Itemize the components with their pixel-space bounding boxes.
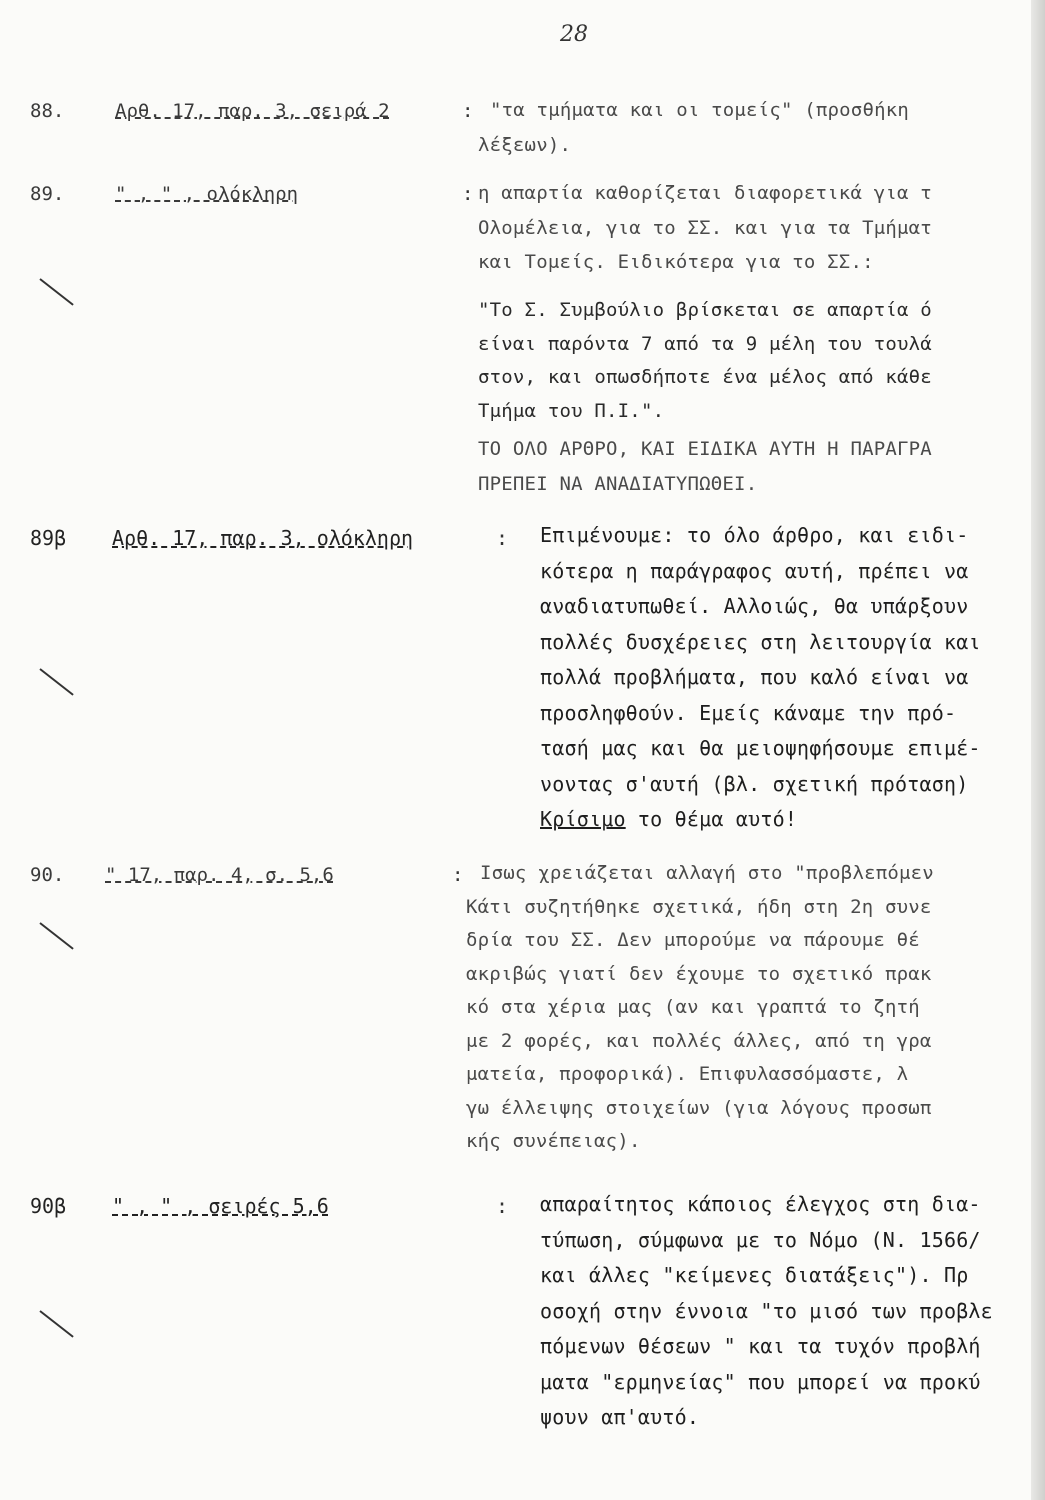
text-line: Επιμένουμε: το όλο άρθρο, και ειδι-	[540, 523, 969, 547]
margin-check-mark	[39, 1310, 73, 1337]
text-line: ΤΟ ΟΛΟ ΑΡΘΡΟ, ΚΑΙ ΕΙΔΙΚΑ ΑΥΤΗ Η ΠΑΡΑΓΡΑ	[478, 438, 932, 460]
text-line: με 2 φορές, και πολλές άλλες, από τη γρα	[466, 1029, 932, 1052]
text-line: οσοχή στην έννοια "το μισό των προβλε	[540, 1298, 993, 1323]
text-line: είναι παρόντα 7 από τα 9 μέλη του τουλά	[478, 332, 932, 355]
separator-colon: :	[462, 100, 474, 122]
text-line: τύπωση, σύμφωνα με το Νόμο (Ν. 1566/	[540, 1227, 981, 1252]
quoted-text	[478, 294, 932, 428]
entry-number: 90β	[30, 1194, 67, 1218]
text-line: γω έλλειψης στοιχείων (για λόγους προσωπ	[466, 1096, 932, 1119]
text-line: Ολομέλεια, για το ΣΣ. και για τα Τμήματ	[478, 216, 932, 239]
entry-number: 88.	[30, 100, 65, 122]
critical-word: Κρίσιμο	[540, 807, 626, 831]
text-line: "Το Σ. Συμβούλιο βρίσκεται σε απαρτία ό	[478, 299, 932, 321]
margin-check-mark	[39, 668, 73, 695]
separator-colon: :	[496, 1194, 509, 1218]
text-line: "τα τμήματα και οι τομείς" (προσθήκη	[490, 99, 910, 121]
text-line: δρία του ΣΣ. Δεν μπορούμε να πάρουμε θέ	[466, 929, 920, 951]
separator-colon: :	[452, 864, 464, 886]
entry-reference: " 17, παρ. 4, σ. 5,6	[105, 864, 334, 886]
entry-number: 89β	[30, 526, 67, 550]
entry-reference: Αρθ. 17, παρ. 3, σειρά 2	[115, 100, 390, 122]
text-line	[540, 802, 981, 838]
text-line: ΠΡΕΠΕΙ ΝΑ ΑΝΑΔΙΑΤΥΠΩΘΕΙ.	[478, 472, 758, 495]
text-line: κής συνέπειας).	[466, 1130, 641, 1152]
text-line: κότερα η παράγραφος αυτή, πρέπει να	[540, 558, 969, 583]
text-line: πολλά προβλήματα, που καλό είναι να	[540, 665, 969, 689]
text-line: κό στα χέρια μας (αν και γραπτά το ζητή	[466, 996, 920, 1018]
text-line: τασή μας και θα μειοψηφήσουμε επιμέ-	[540, 736, 981, 760]
text-line: αναδιατυπωθεί. Αλλοιώς, θα υπάρξουν	[540, 594, 969, 618]
margin-check-mark	[39, 278, 73, 305]
entry-text	[466, 857, 934, 1159]
entry-reference: Αρθ. 17, παρ. 3, ολόκληρη	[112, 526, 414, 550]
entry-number: 89.	[30, 183, 65, 205]
separator-colon: :	[462, 183, 474, 205]
entry-text	[540, 1187, 993, 1436]
entry-text	[540, 518, 981, 838]
text-line: ματεία, προφορικά). Επιφυλασσόμαστε, λ	[466, 1063, 909, 1085]
text-line: ματα "ερμηνείας" που μπορεί να προκύ	[540, 1369, 981, 1394]
entry-reference: " , " , σειρές 5,6	[112, 1194, 329, 1218]
critical-rest: το θέμα αυτό!	[625, 807, 798, 831]
text-line: πολλές δυσχέρειες στη λειτουργία και	[540, 629, 981, 654]
page-number: 28	[560, 22, 588, 47]
margin-check-mark	[39, 922, 73, 949]
text-line: Κάτι συζητήθηκε σχετικά, ήδη στη 2η συνε	[466, 895, 932, 918]
page-edge-shadow	[1031, 0, 1045, 1500]
text-line: Τμήμα του Π.Ι.".	[478, 399, 665, 422]
entry-reference: " , " , ολόκληρη	[115, 183, 299, 205]
text-line: ψουν απ'αυτό.	[540, 1405, 700, 1429]
entry-text	[478, 176, 932, 280]
text-line: νοντας σ'αυτή (βλ. σχετική πρόταση)	[540, 771, 969, 796]
text-line: και Τομείς. Ειδικότερα για το ΣΣ.:	[478, 251, 874, 273]
text-line: πόμενων θέσεων " και τα τυχόν προβλή	[540, 1334, 981, 1358]
text-line: Ισως χρειάζεται αλλαγή στο "προβλεπόμεν	[480, 862, 934, 884]
text-line: λέξεων).	[478, 133, 572, 156]
text-line: και άλλες "κείμενες διατάξεις"). Πρ	[540, 1263, 969, 1287]
entry-number: 90.	[30, 864, 65, 886]
text-line: ακριβώς γιατί δεν έχουμε το σχετικό πρακ	[466, 962, 932, 985]
text-line: η απαρτία καθορίζεται διαφορετικά για τ	[478, 182, 932, 204]
separator-colon: :	[496, 526, 509, 550]
text-line: στον, και οπωσδήποτε ένα μέλος από κάθε	[478, 366, 932, 388]
text-line: προσληφθούν. Εμείς κάναμε την πρό-	[540, 700, 957, 725]
caps-note	[478, 432, 932, 501]
entry-text	[478, 93, 910, 162]
text-line: απαραίτητος κάποιος έλεγχος στη δια-	[540, 1192, 981, 1216]
